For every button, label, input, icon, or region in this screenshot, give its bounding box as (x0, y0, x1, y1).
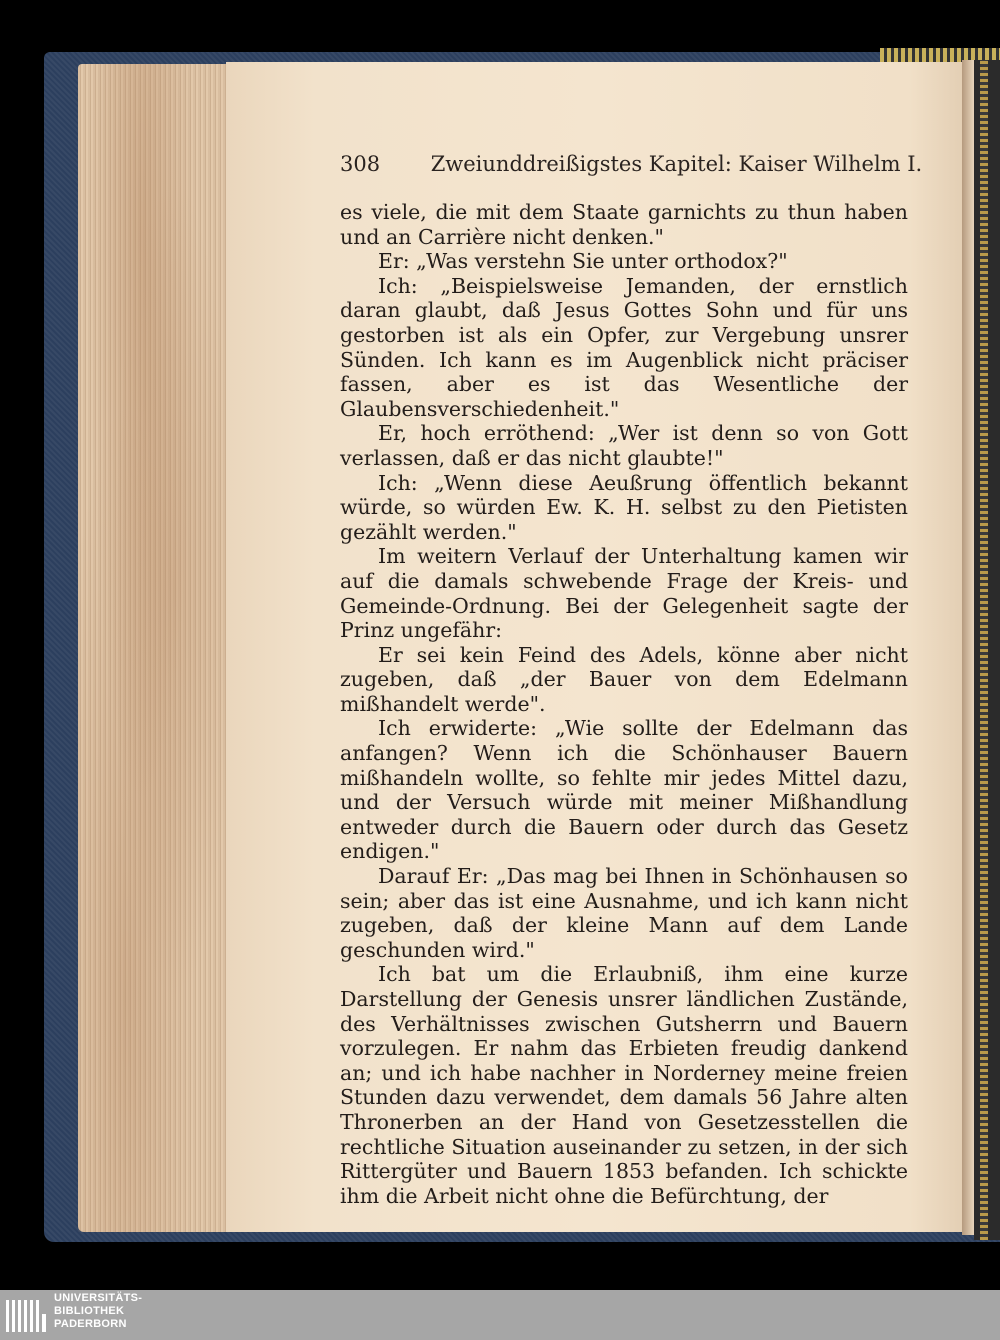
paragraph: Er, hoch erröthend: „Wer ist denn so von Gott verlassen, daß er das nicht glaubte!" (340, 421, 908, 470)
book-gutter (962, 60, 974, 1235)
footer-bar (0, 1290, 1000, 1340)
chapter-title: Zweiunddreißigstes Kapitel: Kaiser Wilhelm I. (430, 152, 923, 176)
library-name-line: UNIVERSITÄTS- (54, 1292, 143, 1304)
facing-page-binding (974, 60, 1000, 1240)
paragraph: Er sei kein Feind des Adels, könne aber nicht zugeben, daß „der Bauer von dem Edelmann mißhandelt werde". (340, 642, 908, 716)
running-head (340, 152, 923, 176)
paragraph: Ich: „Wenn diese Aeußrung öffentlich bekannt würde, so würden Ew. K. H. selbst zu den Pietisten gezählt werden." (340, 470, 908, 544)
page-text (340, 200, 908, 1208)
library-name (54, 1292, 142, 1331)
page-number: 308 (340, 152, 381, 176)
paragraph: Ich erwiderte: „Wie sollte der Edelmann das anfangen? Wenn ich die Schönhauser Bauern mißhandeln wollte, so fehlte mir jedes Mittel dazu, und der Versuch würde mit meiner Mißhandlung entweder durch die Bauern oder durch das Gesetz endigen." (340, 716, 908, 864)
paragraph: Ich: „Beispielsweise Jemanden, der ernstlich daran glaubt, daß Jesus Gottes Sohn und für uns gestorben ist als ein Opfer, zur Vergebung unsrer Sünden. Ich kann es im Augenblick nicht präciser fassen, aber es ist das Wesentliche der Glaubensverschiedenheit." (340, 273, 908, 421)
paragraph: Darauf Er: „Das mag bei Ihnen in Schönhausen so sein; aber das ist eine Ausnahme, und ich kann nicht zugeben, daß der kleine Mann auf dem Lande geschunden wird." (340, 864, 908, 962)
library-name-line: BIBLIOTHEK (54, 1305, 125, 1317)
library-logo-icon (4, 1296, 48, 1336)
library-name-line: PADERBORN (54, 1318, 127, 1330)
paragraph: Er: „Was verstehn Sie unter orthodox?" (378, 249, 788, 274)
page-edges (78, 64, 238, 1232)
paragraph: es viele, die mit dem Staate garnichts zu thun haben und an Carrière nicht denken." (340, 200, 908, 249)
paragraph: Ich bat um die Erlaubniß, ihm eine kurze Darstellung der Genesis unsrer ländlichen Zustände, des Verhältnisses zwischen Gutsherrn und Bauern vorzulegen. Er nahm das Erbieten freudig dankend an; und ich habe nachher in Norderney meine freien Stunden dazu verwendet, dem damals 56 Jahre alten Thronerben an der Hand von Gesetzesstellen die rechtliche Situation auseinander zu setzen, in der sich Rittergüter und Bauern 1853 befanden. Ich schickte ihm die Arbeit nicht ohne die Befürchtung, der (340, 962, 908, 1208)
paragraph: Im weitern Verlauf der Unterhaltung kamen wir auf die damals schwebende Frage der Kreis- und Gemeinde-Ordnung. Bei der Gelegenheit sagte der Prinz ungefähr: (340, 544, 908, 643)
